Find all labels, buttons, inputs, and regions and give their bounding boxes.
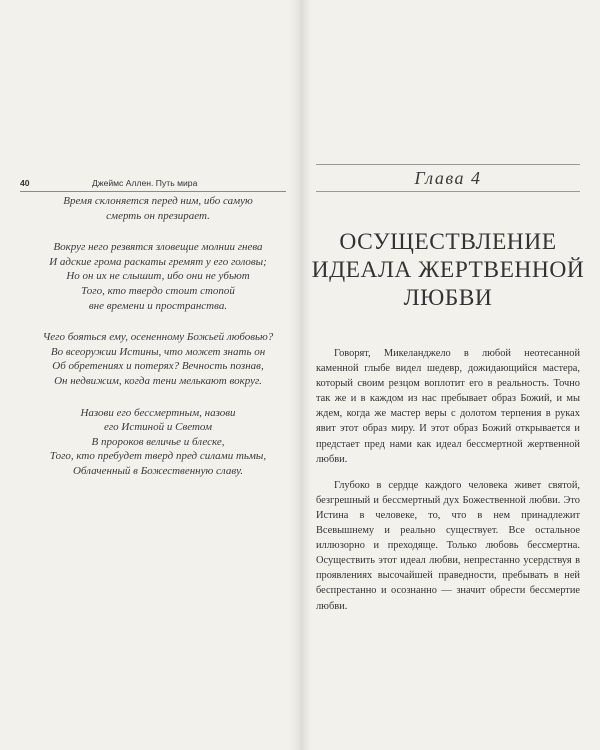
poem-line: смерть он презирает. (106, 209, 210, 222)
poem-stanza (30, 194, 286, 223)
running-head-title: Джеймс Аллен. Путь мира (92, 178, 198, 188)
poem-line: В пророков величье и блеске, (91, 435, 225, 448)
body-paragraph: Глубоко в сердце каждого человека живет святой, безгрешный и бессмертный дух Божественной любви. Это Истина в человеке, то, что в нем принадлежит Всевышнему и реально существует. Все остальное иллюзорно и преходяще. Только любовь бессмертна. Осуществить этот идеал любви, непрестанно усердствуя в проявлениях высочайшей праведности, пребывать в ней беспрестанно и осознанно — значит обрести бессмертие любви. (316, 479, 580, 612)
poem-line: Во всеоружии Истины, что может знать он (50, 345, 266, 358)
chapter-title-line: ИДЕАЛА ЖЕРТВЕННОЙ (311, 257, 585, 283)
poem-stanza (30, 240, 286, 313)
poem-line: Но он их не слышит, ибо они не убьют (66, 270, 250, 283)
body-paragraph: Говорят, Микеланджело в любой неотесанной каменной глыбе видел шедевр, дожидающийся мастера, который своим резцом воплотит его в реальность. Точно так же и в каждом из нас пребывает образ Божий, и мы ждем, когда же мастер веры с долотом терпения в руках явит этот образ миру. И этот образ Божий открывается и предстает пред нами как идеал бессмертной жертвенной любви. (316, 348, 580, 465)
poem-line: его Истиной и Светом (103, 421, 213, 434)
poem-line: Назови его бессмертным, назови (80, 406, 236, 419)
poem-line: Облаченный в Божественную славу. (72, 464, 244, 477)
right-page (300, 0, 600, 750)
chapter-title (306, 228, 590, 312)
chapter-title-line: ЛЮБВИ (403, 285, 493, 311)
poem-line: Об обретениях и потерях? Вечность познав, (52, 360, 264, 373)
poem-stanza (30, 406, 286, 479)
poem-line: вне времени и пространства. (88, 299, 228, 312)
chapter-body (316, 346, 580, 625)
page-number: 40 (20, 178, 30, 188)
poem-line: Он недвижим, когда тени мелькают вокруг. (54, 374, 262, 387)
poem-line: Время склоняется перед ним, ибо самую (63, 195, 253, 207)
poem-stanza (30, 330, 286, 388)
chapter-heading-box (316, 164, 580, 192)
poem-line: Того, кто твердо стоит стопой (81, 284, 235, 297)
poem (30, 194, 286, 496)
chapter-label: Глава 4 (414, 168, 482, 188)
poem-line: Вокруг него резвятся зловещие молнии гнева (53, 241, 263, 254)
poem-line: Того, кто пребудет тверд пред силами тьмы, (49, 450, 267, 463)
poem-line: И адские грома раскаты гремят у его головы; (49, 255, 267, 268)
chapter-title-line: ОСУЩЕСТВЛЕНИЕ (339, 229, 557, 255)
running-head (20, 177, 286, 192)
poem-line: Чего бояться ему, осененному Божьей любовью? (42, 331, 274, 344)
